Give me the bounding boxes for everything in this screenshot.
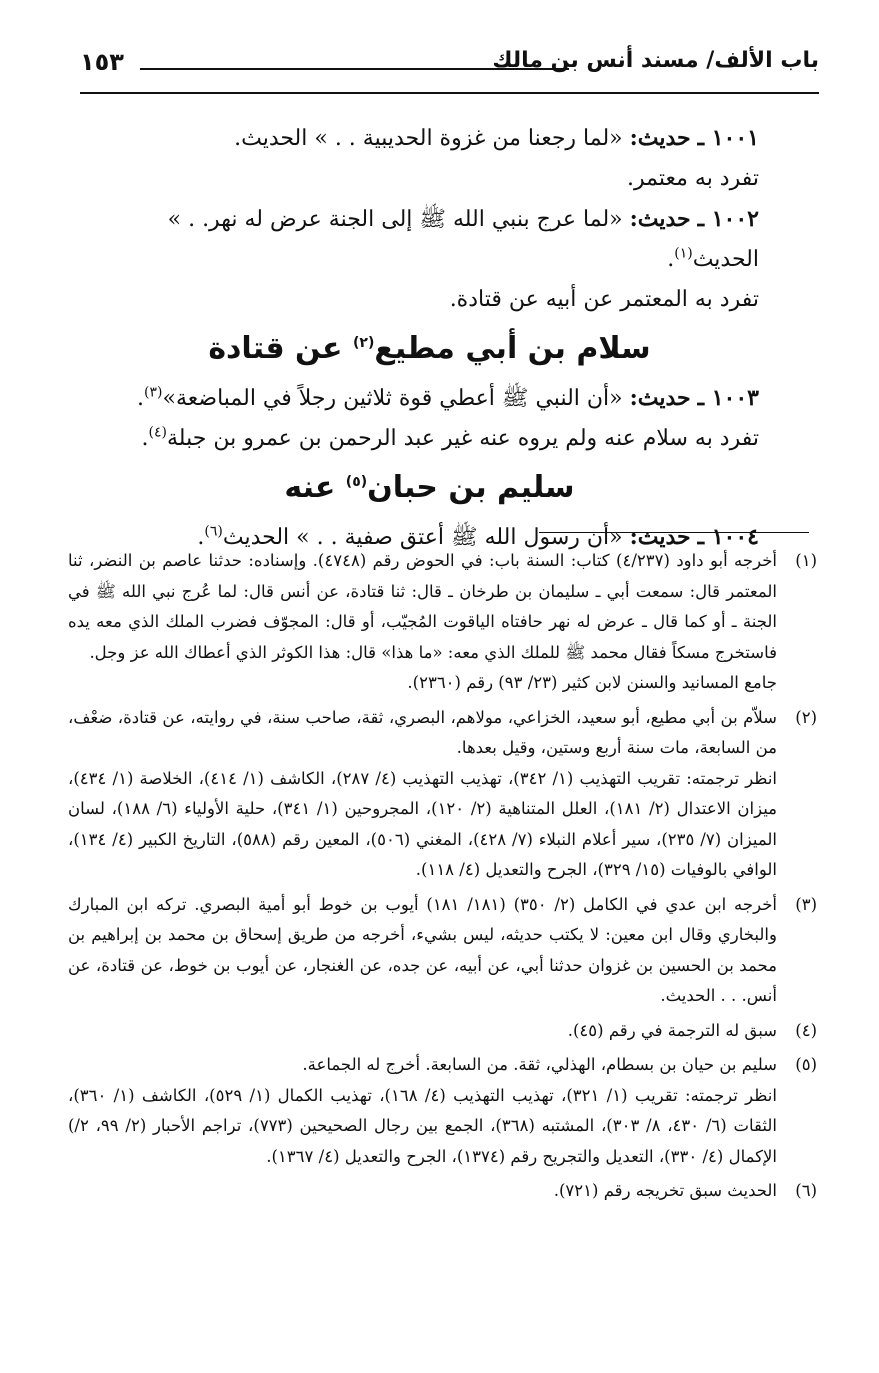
- note-text: تفرد به سلام عنه ولم يروه عنه غير عبد الرحمن بن عمرو بن جبلة: [167, 426, 759, 451]
- footnote-ref: (٤): [148, 424, 168, 441]
- heading-suffix: عنه: [284, 470, 336, 505]
- hadith-number: ١٠٠٤ ـ: [697, 524, 759, 550]
- footnote-marker: (٢): [795, 707, 817, 727]
- hadith-1001-note: تفرد به معتمر.: [627, 166, 759, 191]
- hadith-text: «أن رسول الله ﷺ أعتق صفية . . » الحديث: [222, 525, 623, 550]
- footnote-paragraph: انظر ترجمته: تقريب التهذيب (١/ ٣٤٢)، تهذيب التهذيب (٤/ ٢٨٧)، الكاشف (١/ ٤١٤)، الخلاصة (١/ ٤٣٤)، ميزان الاعتدال (٢/ ١٨١)، العلل المتناهية (٢/ ١٢٠)، المجروحين (١/ ٣٤١)، حلية الأولياء (٦/ ١٨٨)، لسان الميزان (٧/ ٢٣٥)، سير أعلام النبلاء (٧/ ٤٢٨)، المغني (٥٠٦)، المعين رقم (٥٨٨)، التاريخ الكبير (٤/ ١٣٤)، الوافي بالوفيات (١٥/ ٣٢٩)، الجرح والتعديل (٤/ ١١٨).: [68, 768, 778, 879]
- footnote-marker: (٤): [795, 1020, 817, 1040]
- footnotes: [68, 546, 817, 1211]
- hadith-1003-note: [100, 419, 759, 459]
- footnote-body: [68, 1050, 777, 1172]
- hadith-label: حديث:: [629, 385, 691, 411]
- page-header: [80, 48, 819, 88]
- footnote-3: [68, 890, 817, 1012]
- note-end: .: [141, 426, 149, 451]
- footnote-1: [68, 546, 817, 699]
- hadith-number: ١٠٠٣ ـ: [697, 385, 759, 411]
- footnote-body: [68, 546, 777, 699]
- running-title: باب الألف/ مسند أنس بن مالك: [492, 48, 819, 73]
- footnote-paragraph: انظر ترجمته: تقريب (١/ ٣٢١)، تهذيب التهذيب (٤/ ١٦٨)، تهذيب الكمال (١/ ٥٢٩)، الكاشف (١/ ٣٦٠)، الثقات (٦/ ٤٣٠، ٨/ ٣٠٣)، المشتبه (٣٦٨)، الجمع بين رجال الصحيحين (٧٧٣)، تراجم الأحبار (٢/ ٩٩، ٢/) الإكمال (٤/ ٣٣٠)، التعديل والتجريح رقم (١٣٧٤)، الجرح والتعديل (٤/ ١٣٦٧).: [68, 1085, 777, 1166]
- heading-name: سلام بن أبي مطيع: [374, 331, 651, 366]
- section-heading-sulaym: [100, 463, 759, 513]
- footnote-ref: (٢): [352, 335, 375, 351]
- hadith-1002-note: تفرد به المعتمر عن أبيه عن قتادة.: [449, 287, 759, 312]
- hadith-text: «لما رجعنا من غزوة الحديبية . . » الحديث.: [234, 126, 623, 151]
- hadith-1001: [100, 118, 759, 159]
- footnote-marker: (١): [795, 551, 817, 570]
- footnote-body: [68, 1176, 777, 1207]
- footnote-6: [68, 1176, 817, 1207]
- footnote-ref: (٥): [345, 474, 368, 490]
- footnote-2: [68, 703, 817, 886]
- footnote-body: [68, 1016, 777, 1047]
- hadith-end: .: [137, 386, 145, 411]
- heading-name: سليم بن حبان: [367, 470, 575, 505]
- footnote-paragraph: سليم بن حيان بن بسطام، الهذلي، ثقة. من السابعة. أخرج له الجماعة.: [302, 1055, 777, 1074]
- hadith-label: حديث:: [629, 524, 691, 550]
- footnote-5: [68, 1050, 817, 1172]
- header-divider: [140, 68, 569, 70]
- heading-suffix: عن قتادة: [208, 331, 343, 366]
- footnote-marker: (٦): [795, 1181, 817, 1200]
- hadith-1003: [100, 378, 759, 419]
- hadith-text: «لما عرج بنبي الله ﷺ إلى الجنة عرض له نهر. . » الحديث: [167, 207, 759, 272]
- footnote-body: [68, 890, 777, 1012]
- footnote-ref: (١): [674, 245, 693, 262]
- footnote-marker: (٣): [795, 894, 817, 914]
- hadith-end: .: [667, 247, 675, 272]
- footnote-paragraph: الحديث سبق تخريجه رقم (٧٢١).: [553, 1181, 777, 1200]
- section-heading-salam: [100, 324, 759, 374]
- hadith-1002: [100, 199, 759, 280]
- main-text: [100, 118, 759, 558]
- footnote-4: [68, 1016, 817, 1047]
- header-rule: [80, 92, 819, 94]
- hadith-label: حديث:: [629, 125, 691, 151]
- footnote-ref: (٣): [144, 384, 163, 401]
- footnote-body: [68, 703, 777, 886]
- hadith-number: ١٠٠١ ـ: [697, 125, 759, 151]
- hadith-text: «أن النبي ﷺ أعطي قوة ثلاثين رجلاً في المباضعة»: [162, 386, 623, 411]
- footnote-paragraph: أخرجه أبو داود (٤/٢٣٧) كتاب: السنة باب: في الحوض رقم (٤٧٤٨). وإسناده: حدثنا عاصم بن النضر، ثنا المعتمر قال: سمعت أبي ـ سليمان بن طرخان ـ قال: ثنا قتادة، عن أنس قال: لما عُرج نبي الله ﷺ في الجنة ـ أو كما قال ـ عرض له نهر حافتاه الياقوت المُجيّب، أو قال: المجوّف فضرب الملك الذي معه يده فاستخرج مسكاً فقال محمد ﷺ للملك الذي معه: «ما هذا» قال: هذا الكوثر الذي أعطاك الله عز وجل.: [68, 551, 777, 662]
- page-number: ١٥٣: [80, 48, 124, 76]
- hadith-number: ١٠٠٢ ـ: [697, 206, 759, 232]
- footnote-marker: (٥): [795, 1055, 817, 1074]
- footnote-paragraph: جامع المسانيد والسنن لابن كثير (٢٣/ ٩٣) رقم (٢٣٦٠).: [407, 673, 777, 692]
- hadith-end: .: [197, 525, 205, 550]
- footnote-separator: [539, 532, 809, 533]
- footnote-paragraph: سبق له الترجمة في رقم (٤٥).: [567, 1020, 777, 1040]
- hadith-label: حديث:: [629, 206, 691, 232]
- footnote-paragraph: سلاّم بن أبي مطيع، أبو سعيد، الخزاعي، مولاهم، البصري، ثقة، صاحب سنة، في روايته، عن قتادة، ضعْف، من السابعة، مات سنة أربع وستين، وقيل بعدها.: [68, 707, 777, 757]
- footnote-ref: (٦): [204, 523, 223, 540]
- footnote-paragraph: أخرجه ابن عدي في الكامل (٢/ ٣٥٠) (١٨١/ ١٨١) أيوب بن خوط أبو أمية البصري. تركه ابن المبارك والبخاري وقال ابن معين: لا يكتب حديثه، ليس بشيء، أخرجه من طريق إسحاق بن محمد بن إبراهيم بن محمد بن الحسين بن غزوان حدثنا أبي، عن أبيه، عن جده، عن الغنجار، عن أيوب بن خوط، عن قتادة، عن أنس. . . الحديث.: [68, 894, 777, 1005]
